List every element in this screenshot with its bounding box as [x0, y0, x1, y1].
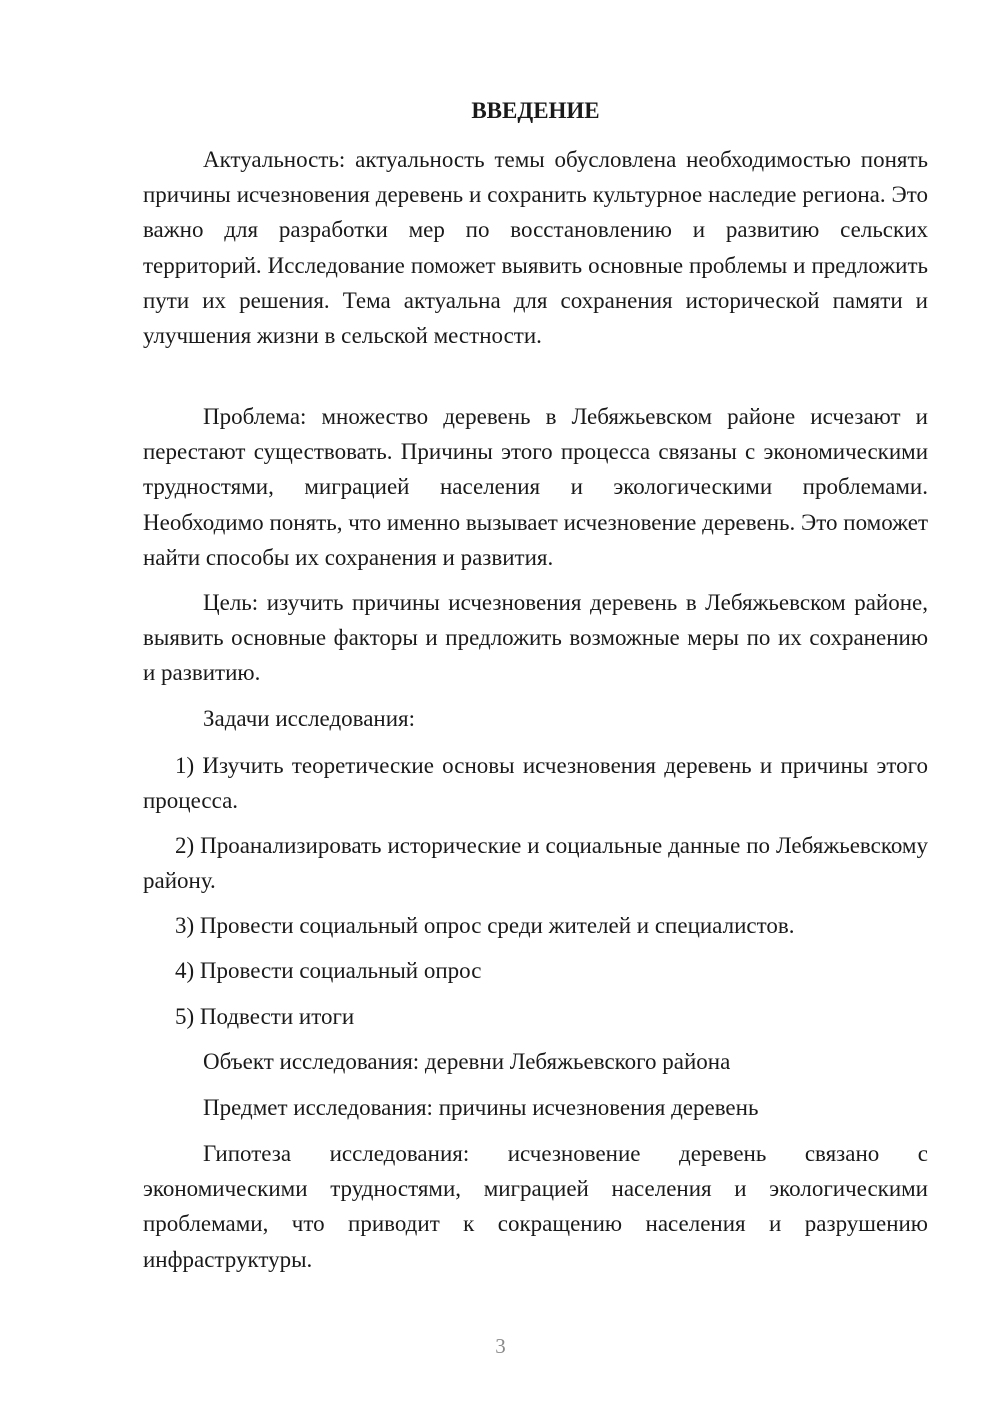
task-item-3: 3) Провести социальный опрос среди жителей и специалистов.	[175, 913, 795, 938]
problem-paragraph: Проблема: множество деревень в Лебяжьевском районе исчезают и перестают существовать. Причины этого процесса связаны с экономическими трудностями, миграцией населения и экологическими проблемами. Необходимо понять, что именно вызывает исчезновение деревень. Это поможет найти способы их сохранения и развития.	[143, 404, 928, 570]
task-item-1: 1) Изучить теоретические основы исчезновения деревень и причины этого процесса.	[143, 753, 928, 814]
hypothesis-paragraph: Гипотеза исследования: исчезновение деревень связано с экономическими трудностями, миграцией населения и экологическими проблемами, что приводит к сокращению населения и разрушению инфраструктуры.	[143, 1141, 928, 1272]
page-number: 3	[495, 1334, 506, 1358]
object-line: Объект исследования: деревни Лебяжьевского района	[203, 1049, 731, 1074]
tasks-heading: Задачи исследования:	[203, 706, 416, 731]
goal-paragraph: Цель: изучить причины исчезновения деревень в Лебяжьевском районе, выявить основные факторы и предложить возможные меры по их сохранению и развитию.	[143, 590, 928, 686]
section-title: ВВЕДЕНИЕ	[471, 98, 600, 123]
relevance-paragraph: Актуальность: актуальность темы обусловлена необходимостью понять причины исчезновения деревень и сохранить культурное наследие региона. Это важно для разработки мер по восстановлению и развитию сельских территорий. Исследование поможет выявить основные проблемы и предложить пути их решения. Тема актуальна для сохранения исторической памяти и улучшения жизни в сельской местности.	[143, 147, 928, 349]
subject-line: Предмет исследования: причины исчезновения деревень	[203, 1095, 759, 1120]
task-item-2: 2) Проанализировать исторические и социальные данные по Лебяжьевскому району.	[143, 833, 928, 894]
task-item-5: 5) Подвести итоги	[175, 1004, 355, 1029]
task-item-4: 4) Провести социальный опрос	[175, 958, 482, 983]
